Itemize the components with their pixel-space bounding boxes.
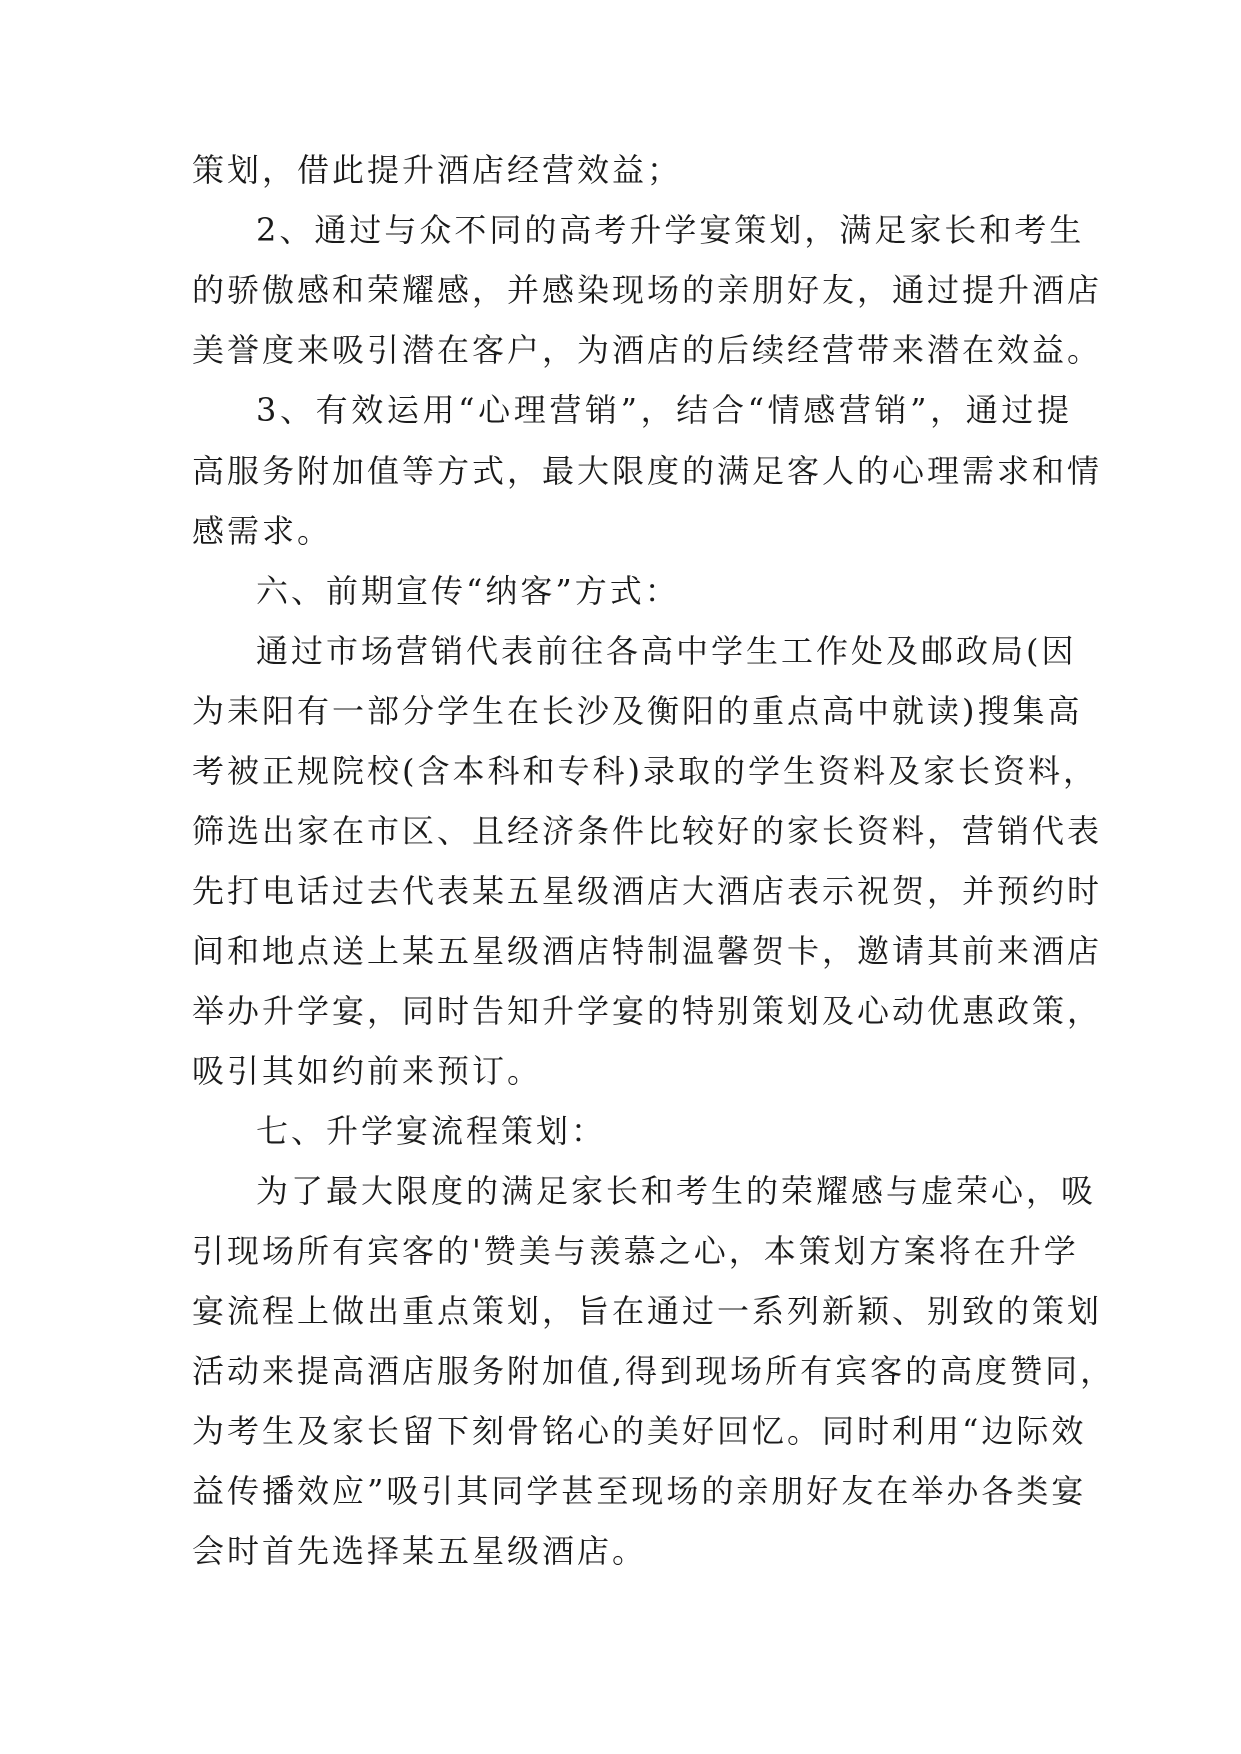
text-line: 通过市场营销代表前往各高中学生工作处及邮政局(因 xyxy=(256,632,1077,670)
section-heading: 六、前期宣传“纳客”方式： xyxy=(256,572,680,610)
text-line: 先打电话过去代表某五星级酒店大酒店表示祝贺，并预约时 xyxy=(192,872,1103,910)
text-line: 益传播效应”吸引其同学甚至现场的亲朋好友在举办各类宴 xyxy=(192,1472,1087,1510)
text-line: 3、有效运用“心理营销”，结合“情感营销”，通过提 xyxy=(256,391,1072,429)
section-heading: 七、升学宴流程策划： xyxy=(256,1112,607,1150)
text-line: 感需求。 xyxy=(192,512,333,550)
text-line: 筛选出家在市区、且经济条件比较好的家长资料，营销代表 xyxy=(192,812,1103,850)
text-line: 会时首先选择某五星级酒店。 xyxy=(192,1532,648,1570)
text-line: 引现场所有宾客的'赞美与羡慕之心，本策划方案将在升学 xyxy=(192,1232,1079,1270)
text-line: 为考生及家长留下刻骨铭心的美好回忆。同时利用“边际效 xyxy=(192,1412,1087,1450)
text-line: 活动来提高酒店服务附加值,得到现场所有宾客的高度赞同， xyxy=(192,1352,1116,1390)
text-line: 美誉度来吸引潜在客户，为酒店的后续经营带来潜在效益。 xyxy=(192,331,1103,369)
text-line: 高服务附加值等方式，最大限度的满足客人的心理需求和情 xyxy=(192,452,1103,490)
text-line: 策划，借此提升酒店经营效益； xyxy=(192,151,683,189)
text-line: 为了最大限度的满足家长和考生的荣耀感与虚荣心，吸 xyxy=(256,1172,1097,1210)
text-line: 考被正规院校(含本科和专科)录取的学生资料及家长资料， xyxy=(192,752,1098,790)
text-line: 宴流程上做出重点策划，旨在通过一系列新颖、别致的策划 xyxy=(192,1292,1103,1330)
text-line: 为耒阳有一部分学生在长沙及衡阳的重点高中就读)搜集高 xyxy=(192,692,1083,730)
text-line: 2、通过与众不同的高考升学宴策划，满足家长和考生 xyxy=(256,211,1085,249)
text-line: 吸引其如约前来预订。 xyxy=(192,1052,543,1090)
text-line: 间和地点送上某五星级酒店特制温馨贺卡，邀请其前来酒店 xyxy=(192,932,1103,970)
text-line: 的骄傲感和荣耀感，并感染现场的亲朋好友，通过提升酒店 xyxy=(192,271,1103,309)
text-line: 举办升学宴，同时告知升学宴的特别策划及心动优惠政策， xyxy=(192,992,1103,1030)
